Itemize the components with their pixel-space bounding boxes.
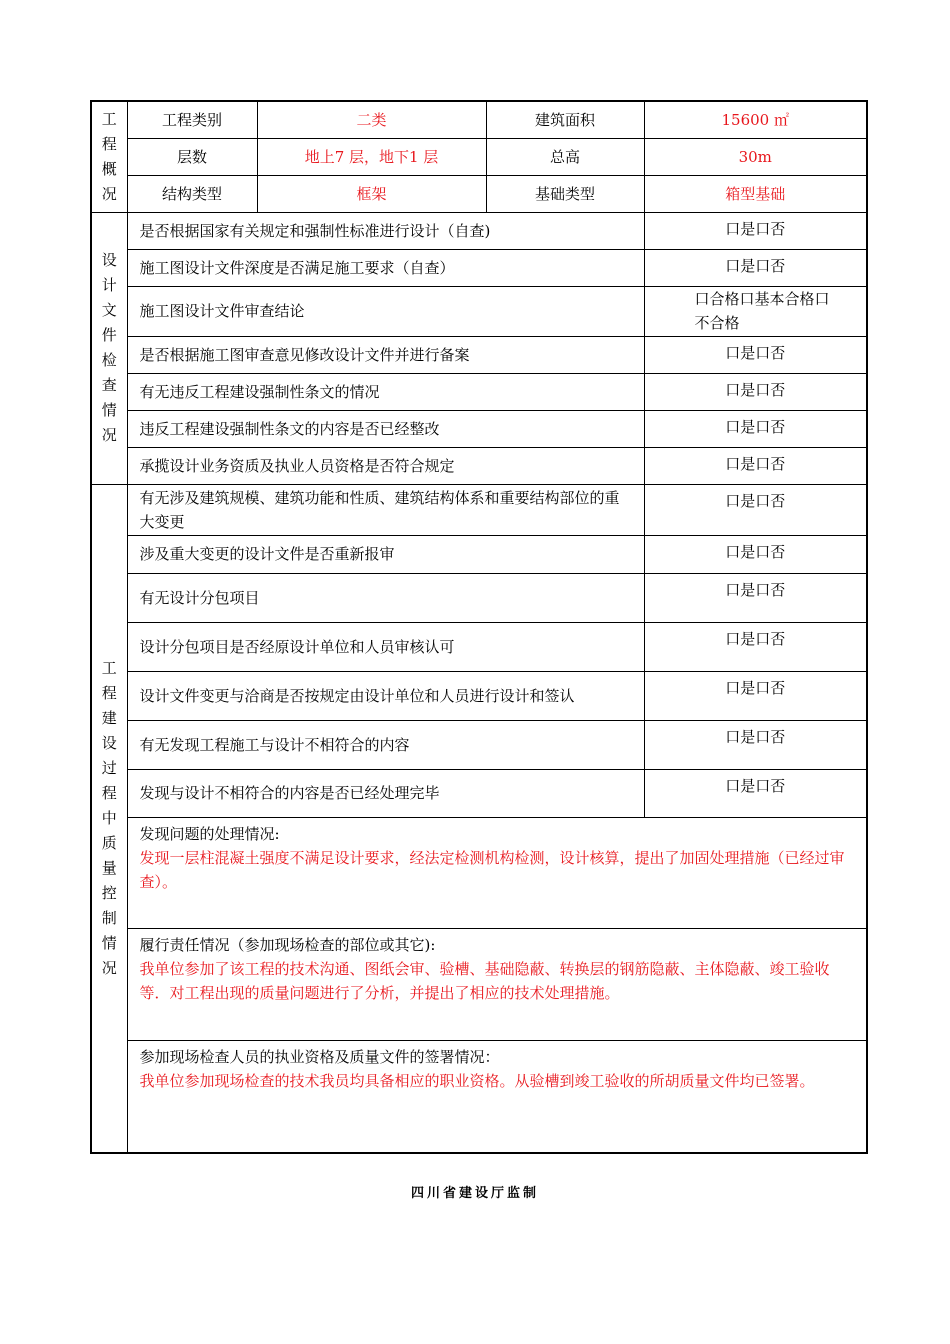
design-check-row <box>91 212 867 249</box>
quality-control-question: 设计分包项目是否经原设计单位和人员审核认可 <box>127 622 644 671</box>
quality-control-question: 有无设计分包项目 <box>127 573 644 622</box>
yes-no-checkbox[interactable]: 口是口否 <box>644 410 867 447</box>
duty-block <box>91 928 867 1040</box>
yes-no-checkbox[interactable]: 口是口否 <box>644 573 867 622</box>
yes-no-checkbox[interactable]: 口是口否 <box>644 373 867 410</box>
quality-control-row <box>91 769 867 817</box>
quality-control-question: 有无发现工程施工与设计不相符合的内容 <box>127 720 644 769</box>
design-check-section-label: 设计文件检查情况 <box>91 212 127 484</box>
yes-no-checkbox[interactable]: 口是口否 <box>644 671 867 720</box>
overview-value: 地上7 层，地下1 层 <box>257 138 486 175</box>
yes-no-checkbox[interactable]: 口是口否 <box>644 720 867 769</box>
quality-control-row <box>91 720 867 769</box>
report-form <box>90 100 866 1154</box>
signing-cell <box>127 1040 867 1153</box>
overview-label: 基础类型 <box>486 175 644 212</box>
yes-no-checkbox[interactable]: 口是口否 <box>644 622 867 671</box>
duty-title: 履行责任情况（参加现场检查的部位或其它): <box>139 935 436 954</box>
design-check-row <box>91 336 867 373</box>
signing-block <box>91 1040 867 1153</box>
yes-no-checkbox[interactable]: 口是口否 <box>644 484 867 535</box>
yes-no-checkbox[interactable]: 口是口否 <box>644 447 867 484</box>
duty-text: 我单位参加了该工程的技术沟通、图纸会审、验槽、基础隐蔽、转换层的钢筋隐蔽、主体隐蔽、竣工验收等．对工程出现的质量问题进行了分析，并提出了相应的技术处理措施。 <box>139 959 830 1002</box>
yes-no-checkbox[interactable]: 口是口否 <box>644 212 867 249</box>
yes-no-checkbox[interactable]: 口是口否 <box>644 336 867 373</box>
design-check-row <box>91 249 867 286</box>
quality-control-section-label: 工程建设过程中质量控制情况 <box>91 484 127 1153</box>
design-check-question: 是否根据国家有关规定和强制性标准进行设计（自查) <box>127 212 644 249</box>
design-check-row <box>91 447 867 484</box>
design-check-question: 违反工程建设强制性条文的内容是否已经整改 <box>127 410 644 447</box>
overview-value: 15600 ㎡ <box>644 101 867 138</box>
design-check-question: 是否根据施工图审查意见修改设计文件并进行备案 <box>127 336 644 373</box>
yes-no-checkbox[interactable]: 口是口否 <box>644 769 867 817</box>
overview-label: 总高 <box>486 138 644 175</box>
overview-label: 结构类型 <box>127 175 257 212</box>
quality-control-row <box>91 573 867 622</box>
quality-control-row <box>91 622 867 671</box>
inspection-table <box>90 100 868 1154</box>
design-check-question: 施工图设计文件审查结论 <box>127 286 644 336</box>
issues-title: 发现问题的处理情况: <box>139 824 280 843</box>
quality-control-row <box>91 484 867 535</box>
issues-block <box>91 817 867 928</box>
quality-control-row <box>91 671 867 720</box>
quality-control-question: 有无涉及建筑规模、建筑功能和性质、建筑结构体系和重要结构部位的重大变更 <box>127 484 644 535</box>
design-check-row <box>91 410 867 447</box>
design-check-row <box>91 286 867 336</box>
overview-value: 框架 <box>257 175 486 212</box>
signing-title: 参加现场检查人员的执业资格及质量文件的签署情况： <box>139 1047 500 1066</box>
quality-control-question: 涉及重大变更的设计文件是否重新报审 <box>127 535 644 573</box>
footer-issuer: 四川省建设厅监制 <box>410 1186 539 1201</box>
pass-fail-checkbox[interactable]: 口合格口基本合格口不合格 <box>644 286 867 336</box>
overview-label: 层数 <box>127 138 257 175</box>
quality-control-question: 设计文件变更与洽商是否按规定由设计单位和人员进行设计和签认 <box>127 671 644 720</box>
overview-row <box>91 101 867 138</box>
overview-row <box>91 138 867 175</box>
overview-value: 30m <box>644 138 867 175</box>
quality-control-row <box>91 535 867 573</box>
overview-label: 工程类别 <box>127 101 257 138</box>
quality-control-question: 发现与设计不相符合的内容是否已经处理完毕 <box>127 769 644 817</box>
design-check-question: 施工图设计文件深度是否满足施工要求（自查） <box>127 249 644 286</box>
overview-value: 箱型基础 <box>644 175 867 212</box>
issues-text: 发现一层柱混凝土强度不满足设计要求，经法定检测机构检测，设计核算，提出了加固处理措施（已经过审查）。 <box>139 848 845 891</box>
design-check-question: 有无违反工程建设强制性条文的情况 <box>127 373 644 410</box>
yes-no-checkbox[interactable]: 口是口否 <box>644 249 867 286</box>
overview-value: 二类 <box>257 101 486 138</box>
issues-cell <box>127 817 867 928</box>
design-check-question: 承揽设计业务资质及执业人员资格是否符合规定 <box>127 447 644 484</box>
overview-section-label: 工程概况 <box>91 101 127 212</box>
overview-label: 建筑面积 <box>486 101 644 138</box>
yes-no-checkbox[interactable]: 口是口否 <box>644 535 867 573</box>
overview-row <box>91 175 867 212</box>
duty-cell <box>127 928 867 1040</box>
signing-text: 我单位参加现场检查的技术我员均具备相应的职业资格。从验槽到竣工验收的所胡质量文件均已签署。 <box>139 1071 815 1090</box>
design-check-row <box>91 373 867 410</box>
